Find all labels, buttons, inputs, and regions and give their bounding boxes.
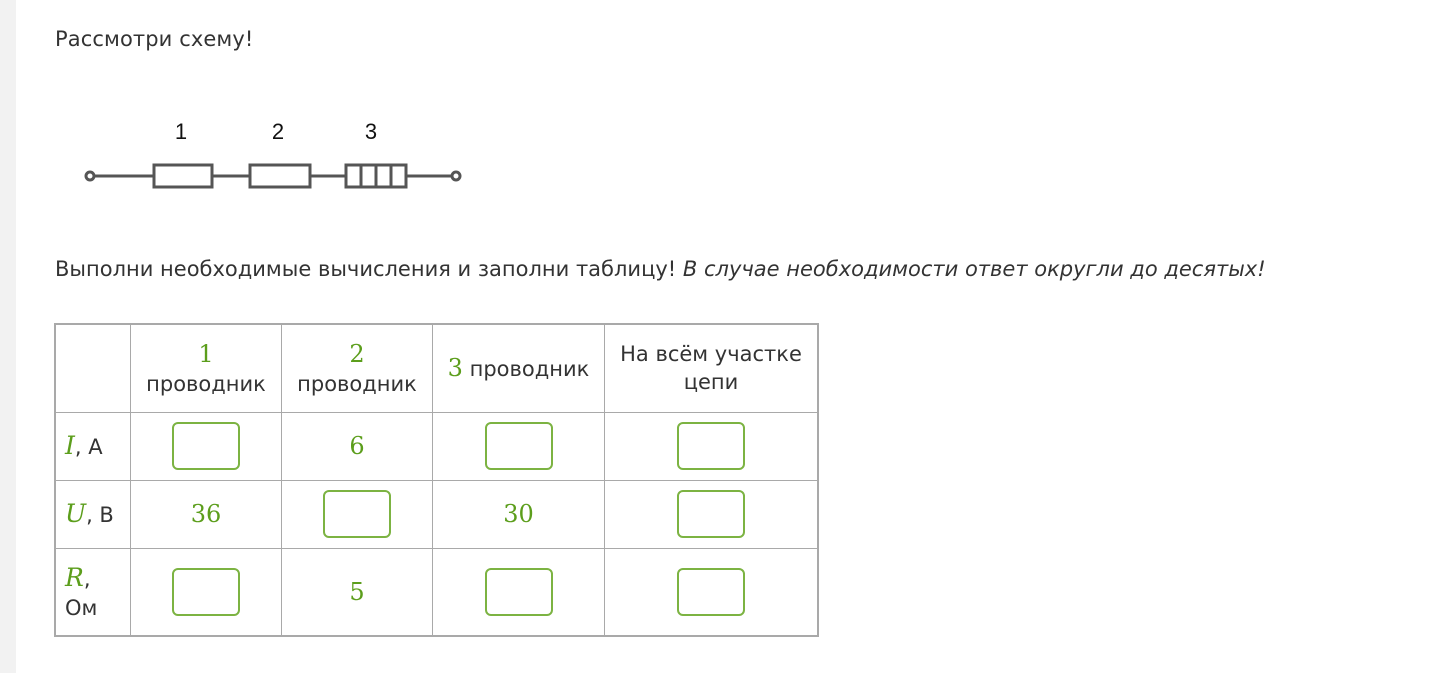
cell-i-total <box>605 412 819 480</box>
task-note: В случае необходимости ответ округли до десятых! <box>682 257 1266 281</box>
cell-u-1: 36 <box>131 480 282 548</box>
cell-u-3: 30 <box>433 480 605 548</box>
answer-input-i-3[interactable] <box>485 422 553 470</box>
table-header-row <box>55 324 818 412</box>
intro-text: Рассмотри схему! <box>55 27 254 51</box>
task-instruction: Выполни необходимые вычисления и заполни таблицу! <box>55 257 677 281</box>
header-conductor-1: 1 проводник <box>131 324 282 412</box>
answer-input-r-3[interactable] <box>485 568 553 616</box>
answer-input-u-total[interactable] <box>677 490 745 538</box>
resistor-label-1: 1 <box>174 119 188 144</box>
terminal-right <box>452 172 460 180</box>
answer-input-i-total[interactable] <box>677 422 745 470</box>
row-label-voltage: U, В <box>55 480 131 548</box>
cell-u-2 <box>282 480 433 548</box>
resistor-1 <box>154 165 212 187</box>
header-empty-cell <box>55 324 131 412</box>
content-panel <box>16 0 1441 673</box>
row-label-resistance: R, Ом <box>55 548 131 636</box>
header-conductor-2: 2 проводник <box>282 324 433 412</box>
answer-table <box>54 323 819 637</box>
cell-i-1 <box>131 412 282 480</box>
table-row <box>55 548 818 636</box>
row-label-current: I, А <box>55 412 131 480</box>
cell-i-2: 6 <box>282 412 433 480</box>
cell-r-2: 5 <box>282 548 433 636</box>
table-row <box>55 480 818 548</box>
answer-input-u-2[interactable] <box>323 490 391 538</box>
cell-u-total <box>605 480 819 548</box>
cell-r-3 <box>433 548 605 636</box>
circuit-diagram <box>76 110 476 200</box>
answer-input-i-1[interactable] <box>172 422 240 470</box>
header-conductor-3: 3 проводник <box>433 324 605 412</box>
cell-i-3 <box>433 412 605 480</box>
task-text <box>55 257 1266 281</box>
resistor-2 <box>250 165 310 187</box>
answer-input-r-total[interactable] <box>677 568 745 616</box>
terminal-left <box>86 172 94 180</box>
resistor-label-3: 3 <box>364 119 378 144</box>
cell-r-1 <box>131 548 282 636</box>
answer-input-r-1[interactable] <box>172 568 240 616</box>
table-row <box>55 412 818 480</box>
header-whole-circuit: На всём участке цепи <box>605 324 819 412</box>
cell-r-total <box>605 548 819 636</box>
resistor-label-2: 2 <box>271 119 285 144</box>
